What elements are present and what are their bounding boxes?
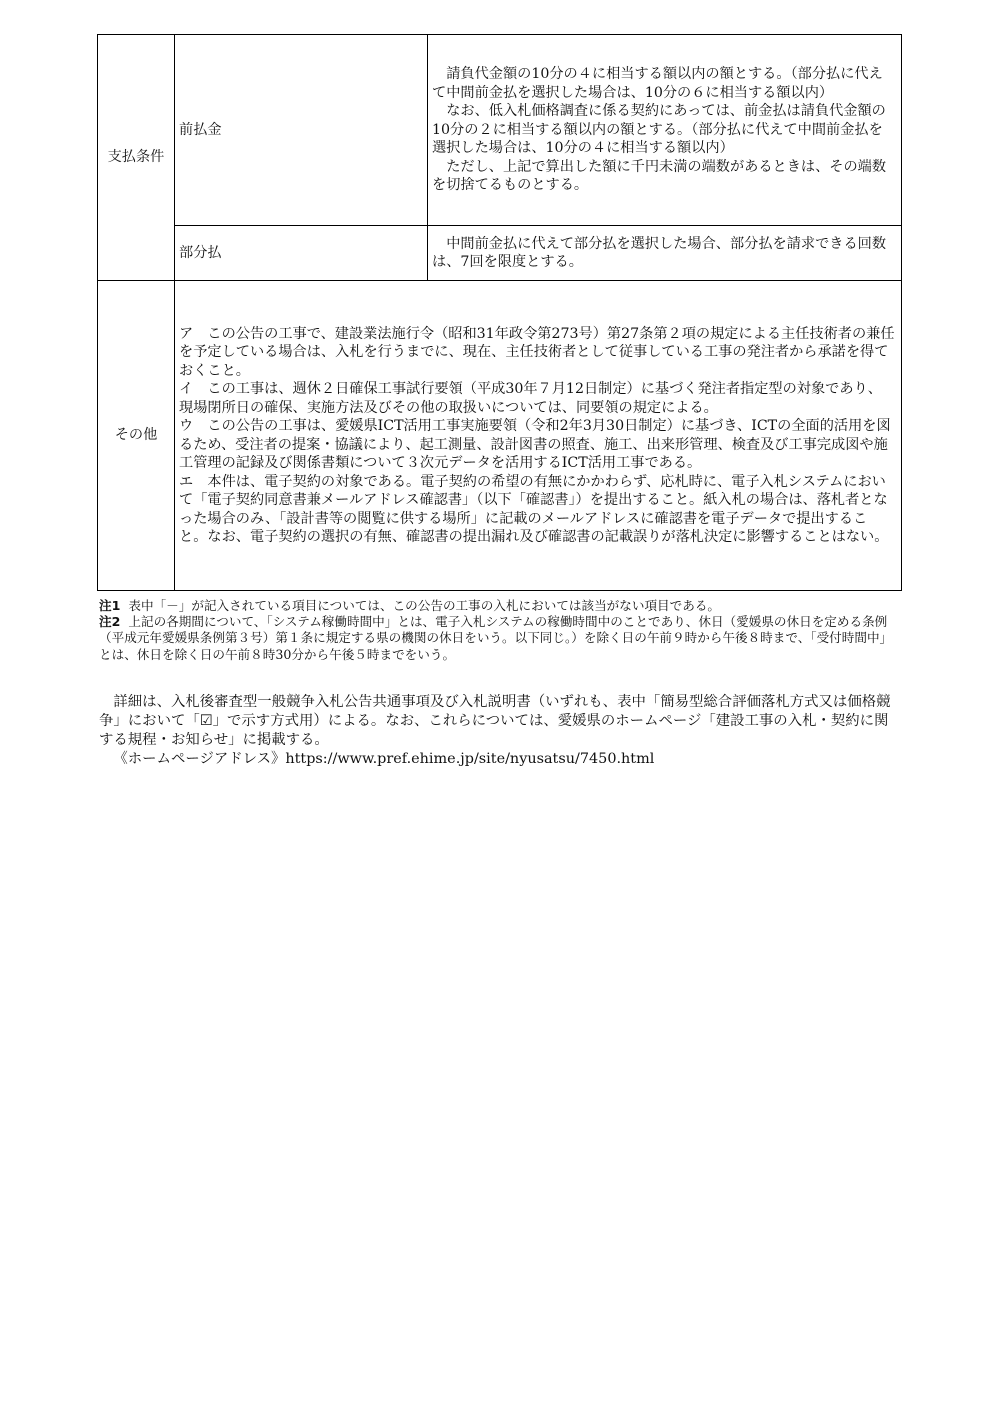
advance-payment-paragraph: なお、低入札価格調査に係る契約にあっては、前金払は請負代金額の10分の２に相当する額以内の額とする。（部分払に代えて中間前金払を選択した場合は、10分の４に相当する額以内） [432, 103, 886, 157]
other-item-u: ウ この公告の工事は、愛媛県ICT活用工事実施要領（令和2年3月30日制定）に基づき、ICTの全面的活用を図るため、受注者の提案・協議により、起工測量、設計図書の照査、施工、出来形管理、検査及び工事完成図や施工管理の記録及び関係書類について３次元データを活用するICT活用工事である。 [179, 418, 891, 471]
note-2 [99, 614, 899, 663]
details-text: 詳細は、入札後審査型一般競争入札公告共通事項及び入札説明書（いずれも、表中「簡易型総合評価落札方式又は価格競争」において「☑」で示す方式用）による。なお、これらについては、愛媛県のホームページ「建設工事の入札・契約に関する規程・お知らせ」に掲載する。 [99, 694, 891, 748]
homepage-address[interactable]: 《ホームページアドレス》https://www.pref.ehime.jp/site/nyusatsu/7450.html [113, 751, 655, 767]
note-1-label: 注1 [99, 598, 121, 613]
footnotes [99, 598, 899, 663]
partial-payment-label: 部分払 [179, 244, 222, 261]
note-1 [99, 598, 899, 614]
advance-payment-content [428, 35, 902, 226]
other-item-a: ア この公告の工事で、建設業法施行令（昭和31年政令第273号）第27条第２項の規定による主任技術者の兼任を予定している場合は、入札を行うまでに、現在、主任技術者として従事している工事の発注者から承諾を得ておくこと。 [179, 325, 895, 379]
advance-payment-paragraph: ただし、上記で算出した額に千円未満の端数があるときは、その端数を切捨てるものとする。 [432, 158, 887, 194]
payment-terms-label: 支払条件 [107, 149, 165, 166]
partial-payment-paragraph: 中間前金払に代えて部分払を選択した場合、部分払を請求できる回数は、7回を限度とする。 [432, 235, 887, 270]
payment-terms-header [98, 35, 175, 281]
note-2-text: 上記の各期間について、「システム稼働時間中」とは、電子入札システムの稼働時間中のことであり、休日（愛媛県の休日を定める条例（平成元年愛媛県条例第３号）第１条に規定する県の機関の休日をいう。以下同じ。）を除く日の午前９時から午後８時まで、「受付時間中」とは、休日を除く日の午前８時30分から午後５時までをいう。 [99, 614, 893, 662]
other-header [98, 281, 175, 591]
note-1-text: 表中「－」が記入されている項目については、この公告の工事の入札においては該当がない項目である。 [128, 598, 721, 613]
advance-payment-label: 前払金 [179, 121, 222, 138]
partial-payment-header [175, 226, 428, 281]
advance-payment-paragraph: 請負代金額の10分の４に相当する額以内の額とする。（部分払に代えて中間前金払を選択した場合は、10分の６に相当する額以内） [432, 66, 883, 101]
other-item-i: イ この工事は、週休２日確保工事試行要領（平成30年７月12日制定）に基づく発注者指定型の対象であり、現場閉所日の確保、実施方法及びその他の取扱いについては、同要領の規定による。 [179, 381, 882, 416]
partial-payment-content [428, 226, 902, 281]
advance-payment-header [175, 35, 428, 226]
note-2-label: 注2 [99, 614, 121, 630]
other-content [175, 281, 902, 591]
other-item-e: エ 本件は、電子契約の対象である。電子契約の希望の有無にかかわらず、応札時に、電子入札システムにおいて「電子契約同意書兼メールアドレス確認書」（以下「確認書」）を提出すること。紙入札の場合は、落札者となった場合のみ、「設計書等の閲覧に供する場所」に記載のメールアドレスに確認書を電子データで提出すること。なお、電子契約の選択の有無、確認書の提出漏れ及び確認書の記載誤りが落札決定に影響することはない。 [179, 473, 889, 545]
other-label: その他 [114, 427, 158, 444]
conditions-table [97, 34, 902, 591]
details-section [99, 693, 901, 769]
